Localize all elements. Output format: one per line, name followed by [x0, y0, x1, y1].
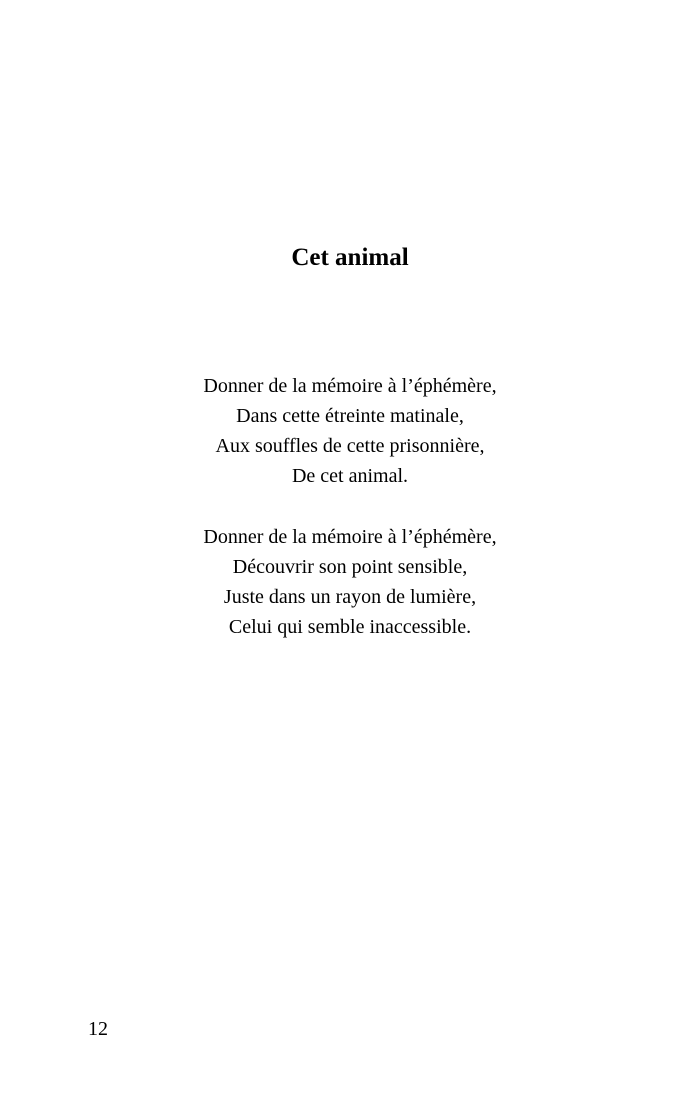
verse-line: Découvrir son point sensible, — [232, 556, 468, 578]
poem-title: Cet animal — [291, 244, 409, 271]
verse-line: Juste dans un rayon de lumière, — [223, 586, 477, 608]
verse-line: Donner de la mémoire à l’éphémère, — [203, 526, 497, 548]
page-number: 12 — [88, 1018, 108, 1040]
verse-line: Celui qui semble inaccessible. — [228, 616, 472, 638]
verse-line: De cet animal. — [291, 465, 409, 487]
stanza-1 — [0, 371, 700, 491]
verse-line: Aux souffles de cette prisonnière, — [215, 435, 485, 457]
verse-line: Donner de la mémoire à l’éphémère, — [203, 375, 497, 397]
stanza-2 — [0, 522, 700, 642]
verse-line: Dans cette étreinte matinale, — [236, 405, 464, 427]
